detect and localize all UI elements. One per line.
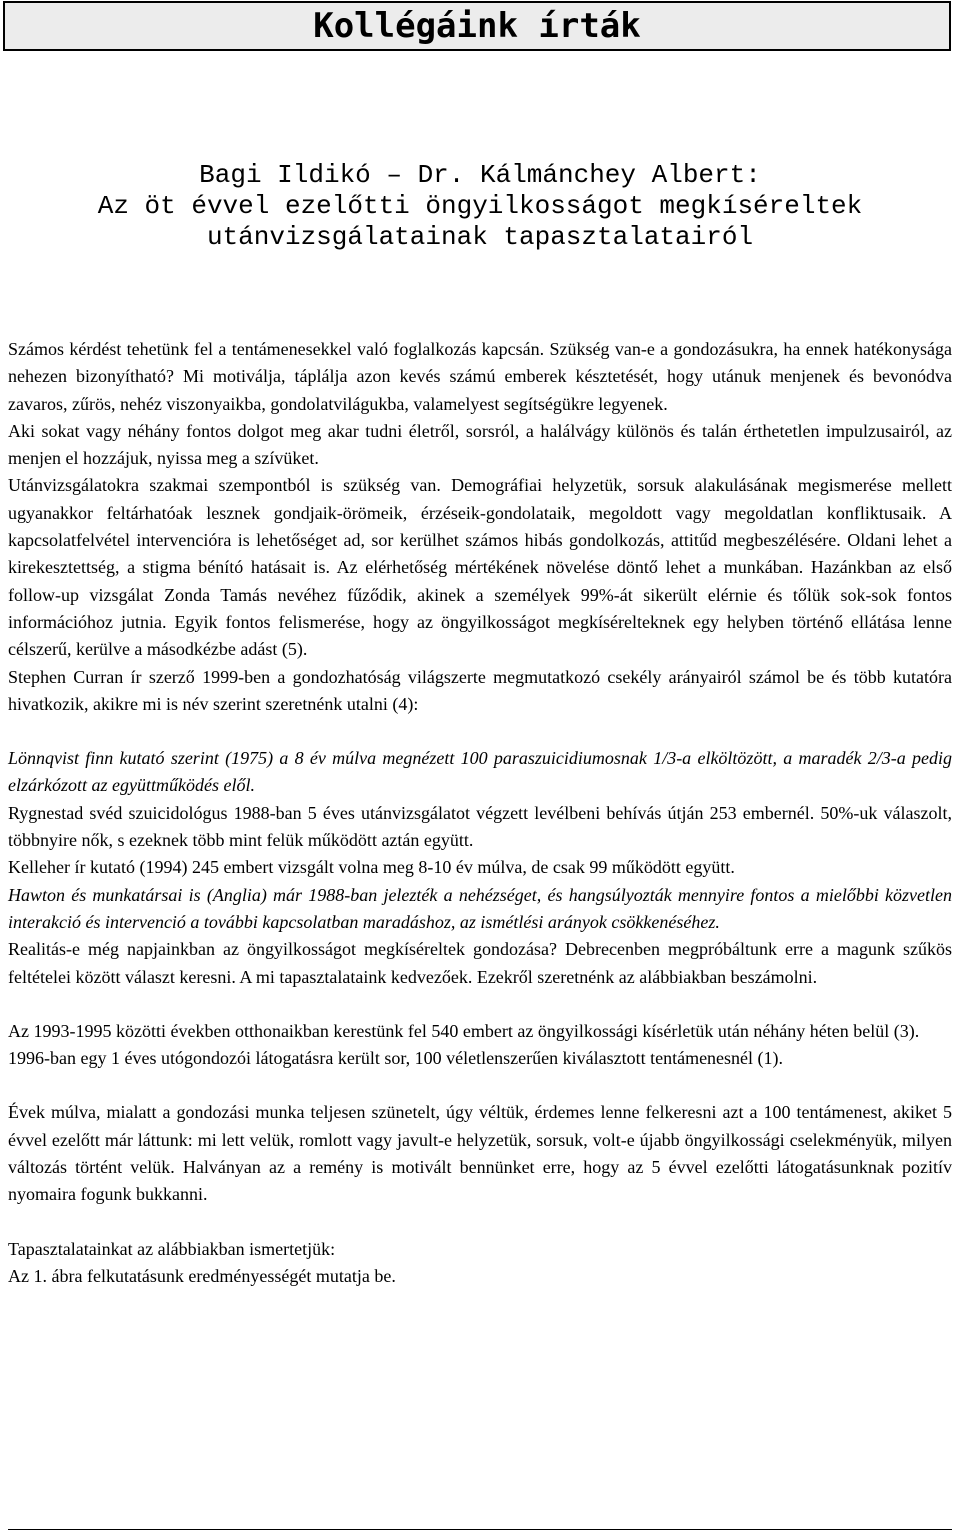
paragraph-years-later: Évek múlva, mialatt a gondozási munka teljesen szünetelt, úgy véltük, érdemes lenne felkeresni azt a 100 tentámenest, akiket 5 évvel ezelőtt már láttunk: mi lett velük, romlott vagy javult-e helyzetük, sorsuk, volt-e újabb öngyilkossági cselekményük, milyen változás történt velük. Halványan az a remény is motivált bennünket erre, hogy az 5 évvel ezelőtti látogatásunknak pozitív nyomaira fogunk bukkanni. — [8, 1102, 952, 1205]
article-title-line-2: Az öt évvel ezelőtti öngyilkosságot megkíséreltek — [97, 191, 863, 221]
paragraph-experiences: Tapasztalatainkat az alábbiakban ismertetjük: — [8, 1238, 336, 1259]
article-body — [8, 336, 952, 1290]
paragraph-lonnqvist: Lönnqvist finn kutató szerint (1975) a 8 év múlva megnézett 100 paraszuicidiumosnak 1/3-a elköltözött, a maradék 2/3-a pedig elzárkózott az együttműködés elől. — [8, 748, 952, 796]
paragraph-spacer — [8, 1072, 952, 1099]
footer-rule — [8, 1529, 952, 1530]
paragraph-spacer — [8, 1209, 952, 1236]
article-title-line-3: utánvizsgálatainak tapasztalatairól — [206, 222, 754, 252]
section-header-box — [3, 1, 951, 51]
article-title — [0, 160, 960, 253]
article-title-authors: Bagi Ildikó – Dr. Kálmánchey Albert: — [199, 160, 761, 190]
paragraph-1996: 1996-ban egy 1 éves utógondozói látogatásra került sor, 100 véletlenszerűen kiválasztott tentámenesnél (1). — [8, 1048, 784, 1069]
paragraph-hawton: Hawton és munkatársai is (Anglia) már 1988-ban jelezték a nehézséget, és hangsúlyozták mennyire fontos a mielőbbi közvetlen interakció és intervenció a további kapcsolatban maradáshoz, az ismétlési arányok csökkenéséhez. — [8, 884, 952, 932]
paragraph-curran: Stephen Curran ír szerző 1999-ben a gondozhatóság világszerte megmutatkozó csekély arányairól számol be és több kutatóra hivatkozik, akikre mi is név szerint szeretnénk utalni (4): — [8, 666, 952, 714]
paragraph-kelleher: Kelleher ír kutató (1994) 245 embert vizsgált volna meg 8-10 év múlva, de csak 99 működött együtt. — [8, 857, 735, 878]
paragraph-intro: Számos kérdést tehetünk fel a tentámenesekkel való foglalkozás kapcsán. Szükség van-e a gondozásukra, ha ennek hatékonysága nehezen bizonyítható? Mi motiválja, táplálja azon kevés számú emberek késztetését, hogy utánuk menjenek és bevonódva zavaros, zűrös, nehéz viszonyaikba, gondolatvilágukba, valamelyest segítségükre legyenek. — [8, 339, 952, 414]
paragraph-rygnestad: Rygnestad svéd szuicidológus 1988-ban 5 éves utánvizsgálatot végzett levélbeni behívás útján 253 embernél. 50%-uk válaszolt, többnyire nők, s ezeknek több mint felük működött aztán együtt. — [8, 802, 952, 851]
paragraph-spacer — [8, 991, 952, 1018]
paragraph-life-and-fate: Aki sokat vagy néhány fontos dolgot meg akar tudni életről, sorsról, a halálvágy különös és talán érthetetlen impulzusairól, az menjen el hozzájuk, nyissa meg a szívüket. — [8, 420, 952, 469]
paragraph-1993-1995: Az 1993-1995 közötti években otthonaikban kerestünk fel 540 embert az öngyilkossági kísérletük után néhány héten belül (3). — [8, 1020, 920, 1041]
paragraph-figure-ref: Az 1. ábra felkutatásunk eredményességét mutatja be. — [8, 1265, 396, 1286]
paragraph-spacer — [8, 718, 952, 745]
paragraph-followup-need: Utánvizsgálatokra szakmai szempontból is szükség van. Demográfiai helyzetük, sorsuk alakulásának megismerése mellett ugyanakkor feltárhatóak lesznek gondjaik-örömeik, érzéseik-gondolataik, megoldott vagy megoldatlan konfliktusaik. A kapcsolatfelvétel intervencióra is lehetőséget ad, sor kerülhet számos hibás gondolkozás, attitűd megbeszélésére. Oldani lehet a kirekesztettség, a stigma bénító hatásait is. Az elérhetőség mértékének növelése döntő lehet a munkában. Hazánkban az első follow-up vizsgálat Zonda Tamás nevéhez fűződik, akinek a személyek 99%-át sikerült elérnie és tőlük sok-sok fontos információhoz jutnia. Egyik fontos felismerése, hogy az öngyilkosságot megkísérelteknek egy helyben történő ellátása lenne célszerű, kerülve a másodkézbe adást (5). — [8, 475, 952, 660]
paragraph-debrecen: Realitás-e még napjainkban az öngyilkosságot megkíséreltek gondozása? Debrecenben megpróbáltunk erre a magunk szűkös feltételei között választ keresni. A mi tapasztalataink kedvezőek. Ezekről szeretnénk az alábbiakban beszámolni. — [8, 939, 952, 987]
section-title: Kollégáink írták — [313, 6, 641, 46]
